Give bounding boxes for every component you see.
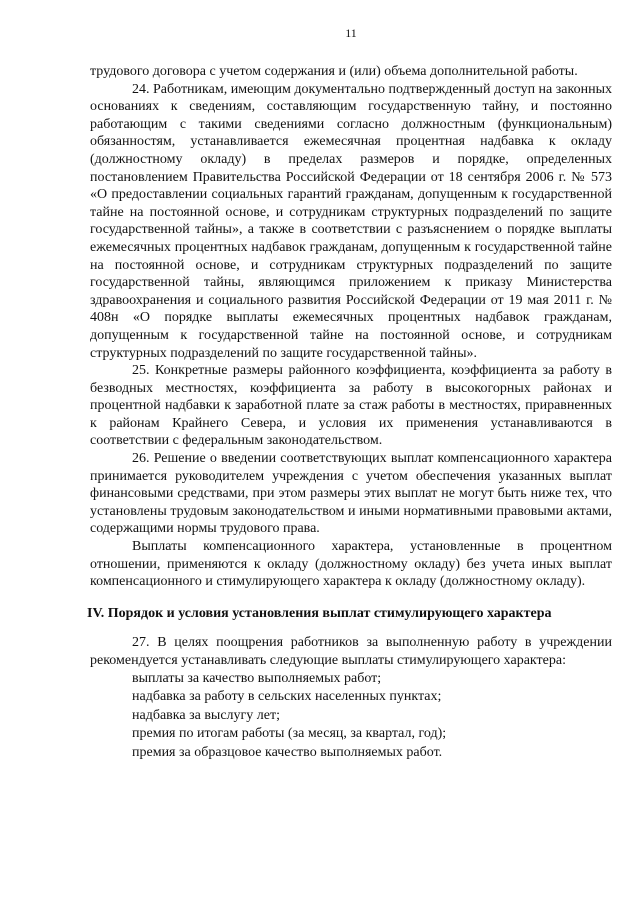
list-item: премия за образцовое качество выполняемых работ. [132,744,443,760]
list-item: надбавка за выслугу лет; [132,707,280,723]
paragraph-26: 26. Решение о введении соответствующих выплат компенсационного характера принимается руководителем учреждения с учетом обеспечения указанных выплат финансовыми средствами, при этом размеры этих выплат не могут быть ниже тех, что установлены трудовым законодательством и иными нормативными правовыми актами, содержащими нормы трудового права. [90,451,612,537]
list-item: выплаты за качество выполняемых работ; [132,670,382,686]
paragraph-25: 25. Конкретные размеры районного коэффициента, коэффициента за работу в безводных местностях, коэффициента за работу в высокогорных районах и процентной надбавки к заработной плате за стаж работы в местностях, приравненных к районам Крайнего Севера, и условия их применения устанавливаются в соответствии с федеральным законодательством. [90,363,612,449]
list-item: надбавка за работу в сельских населенных пунктах; [132,689,442,705]
document-page [87,26,612,762]
paragraph-continuation: трудового договора с учетом содержания и (или) объема дополнительной работы. [90,64,578,79]
paragraph-24: 24. Работникам, имеющим документально подтвержденный доступ на законных основаниях к сведениям, составляющим государственную тайну, и постоянно работающим с такими сведениями согласно должностным (функциональным) обязанностям, устанавливается ежемесячная процентная надбавка к окладу (должностному окладу) в пределах размеров и порядке, определенных постановлением Правительства Российской Федерации от 18 сентября 2006 г. № 573 «О предоставлении социальных гарантий гражданам, допущенным к государственной тайне на постоянной основе, и сотрудникам структурных подразделений по защите государственной тайны», а также в соответствии с разъяснением о порядке выплаты ежемесячных процентных надбавок гражданам, допущенным к государственной тайне на постоянной основе, и сотрудникам структурных подразделений по защите государственной тайны, являющимся приложением к приказу Министерства здравоохранения и социального развития Российской Федерации от 19 мая 2011 г. № 408н «О порядке выплаты ежемесячных процентных надбавок гражданам, допущенным к государственной тайне на постоянной основе, и сотрудникам структурных подразделений по защите государственной тайны». [90,81,612,361]
paragraph-compensation-payments: Выплаты компенсационного характера, установленные в процентном отношении, применяются к окладу (должностному окладу) без учета иных выплат компенсационного и стимулирующего характера к окладу (должностному окладу). [90,539,612,590]
page-number: 11 [345,26,357,40]
section-heading: IV. Порядок и условия установления выплат стимулирующего характера [87,605,552,621]
list-item: премия по итогам работы (за месяц, за квартал, год); [132,726,447,742]
document-body [87,63,612,762]
bonus-list [90,670,612,763]
paragraph-27: 27. В целях поощрения работников за выполненную работу в учреждении рекомендуется устанавливать следующие выплаты стимулирующего характера: [90,635,612,668]
